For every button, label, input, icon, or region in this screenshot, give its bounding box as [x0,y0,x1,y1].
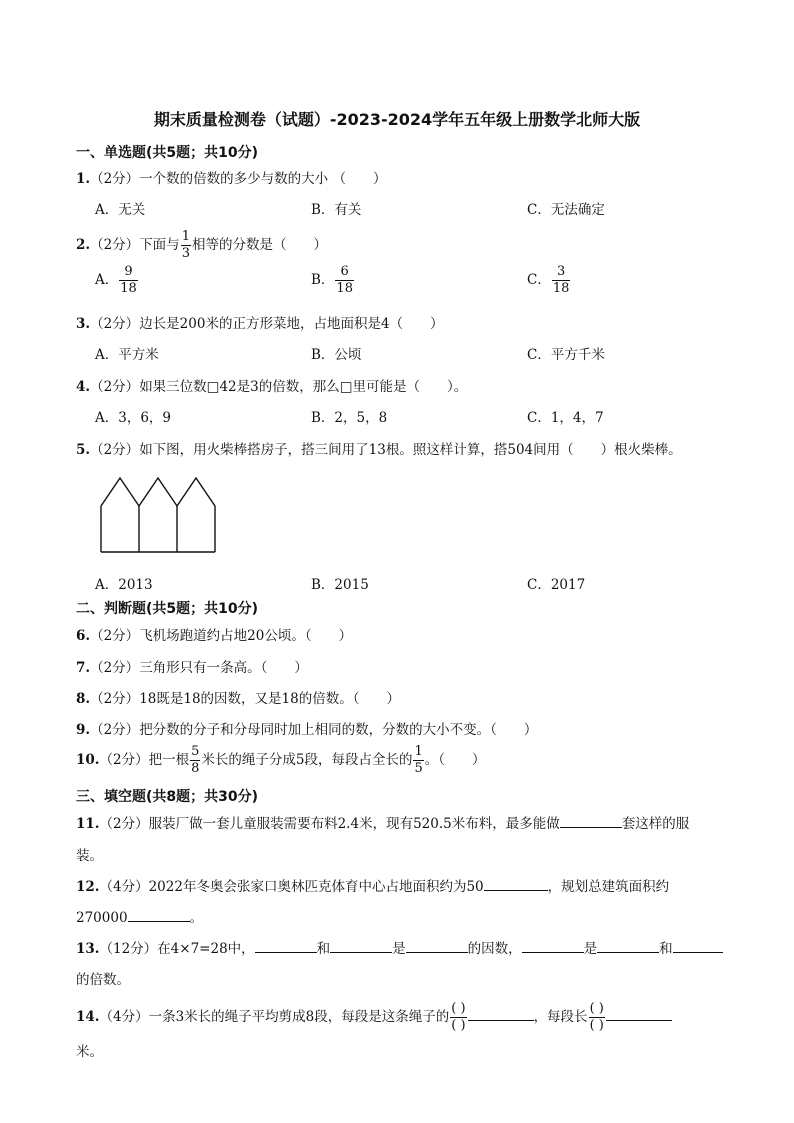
question-text: 如果三位数□42是3的倍数，那么□里可能是（ ）。 [139,379,468,395]
option-b[interactable]: B．有关 [311,202,362,218]
fraction: $\frac{1}{5}$ [414,744,423,776]
house-roof-2 [139,478,177,506]
answer-blank[interactable] [522,951,584,953]
fraction: $\frac{1}{3}$ [181,229,190,261]
question-6: 6.（2分）飞机场跑道约占地20公顷。（ ） [76,628,353,644]
question-8: 8.（2分）18既是18的因数，又是18的倍数。（ ） [76,691,400,707]
question-12-continued: 270000 。 [76,910,204,926]
question-3 [76,312,444,332]
fraction: $\frac{3}{18}$ [552,264,570,296]
question-text: 下面与 [139,237,180,253]
answer-blank[interactable] [673,951,723,953]
answer-blank[interactable] [606,1019,672,1021]
question-text: 一个数的倍数的多少与数的大小 （ ） [139,171,387,187]
question-number: 5. [76,442,91,458]
fraction: $\frac{5}{8}$ [191,744,200,776]
answer-blank[interactable] [597,951,659,953]
fraction: $\frac{( )}{( )}$ [451,1001,466,1033]
question-score: （2分） [90,379,140,395]
question-13-continued: 的倍数。 [76,972,130,988]
option-a[interactable]: A． $\frac{9}{18}$ [95,264,137,296]
question-1 [76,167,386,187]
section-heading-fill-in: 三、填空题(共8题；共30分) [76,789,259,805]
section-heading-single-choice: 一、单选题(共5题；共10分) [76,145,259,161]
option-b[interactable]: B． $\frac{6}{18}$ [311,264,353,296]
option-b[interactable]: B．2015 [311,577,369,593]
answer-blank[interactable] [406,951,468,953]
option-c[interactable]: C． $\frac{3}{18}$ [527,264,570,296]
fraction: $\frac{9}{18}$ [120,264,137,296]
question-text: 如下图，用火柴棒搭房子，搭三间用了13根。照这样计算，搭504间用（ ）根火柴棒。 [139,442,682,458]
question-11-continued: 装。 [76,848,103,864]
option-c[interactable]: C．无法确定 [527,202,605,218]
question-7: 7.（2分）三角形只有一条高。（ ） [76,660,308,676]
question-13: 13.（12分）在4×7=28中， 和 是 的因数， 是 和 [76,937,723,957]
option-b[interactable]: B．公顷 [311,347,362,363]
option-a[interactable]: A．3，6，9 [95,410,172,426]
answer-blank[interactable] [468,1019,534,1021]
option-a[interactable]: A．无关 [95,202,146,218]
option-b[interactable]: B．2，5，8 [311,410,388,426]
option-c[interactable]: C．平方千米 [527,347,605,363]
question-12: 12.（4分）2022年冬奥会张家口奥林匹克体育中心占地面积约为50 ，规划总建筑面积约 [76,879,670,895]
section-heading-true-false: 二、判断题(共5题；共10分) [76,601,259,617]
answer-blank[interactable] [255,951,317,953]
answer-blank[interactable] [330,951,392,953]
answer-blank[interactable] [128,920,190,922]
question-10: 10.（2分）把一根 $\frac{5}{8}$ 米长的绳子分成5段，每段占全长的 $\frac{1}{5}$ 。（ ） [76,744,486,776]
question-5 [76,438,682,458]
question-score: （2分） [90,316,140,332]
house-roof-3 [177,478,215,552]
house-roof-1 [101,478,139,552]
question-4 [76,375,467,395]
question-number: 4. [76,379,91,395]
question-text: 边长是200米的正方形菜地，占地面积是4（ ） [139,316,444,332]
option-a[interactable]: A．2013 [95,577,153,593]
question-11: 11.（2分）服装厂做一套儿童服装需要布料2.4米，现有520.5米布料，最多能做 套这样的服 [76,816,690,832]
fraction: $\frac{( )}{( )}$ [589,1001,604,1033]
question-score: （2分） [90,442,140,458]
question-2 [76,229,327,262]
question-text: 相等的分数是（ ） [191,237,327,253]
question-14-continued: 米。 [76,1044,103,1060]
question-score: （2分） [90,237,140,253]
answer-blank[interactable] [484,889,548,891]
option-c[interactable]: C．1，4，7 [527,410,604,426]
answer-blank[interactable] [560,826,622,828]
question-number: 2. [76,237,91,253]
question-number: 3. [76,316,91,332]
page-title: 期末质量检测卷（试题）-2023-2024学年五年级上册数学北师大版 [153,110,641,129]
question-14: 14.（4分）一条3米长的绳子平均剪成8段，每段是这条绳子的 $\frac{( )}{( )}$ ，每段长 $\frac{( )}{( )}$ [76,1001,672,1034]
fraction: $\frac{6}{18}$ [336,264,353,296]
question-9: 9.（2分）把分数的分子和分母同时加上相同的数，分数的大小不变。（ ） [76,722,538,738]
question-number: 1. [76,171,91,187]
option-a[interactable]: A．平方米 [95,347,159,363]
matchstick-houses-figure [98,474,224,554]
question-score: （2分） [90,171,140,187]
option-c[interactable]: C．2017 [527,577,586,593]
